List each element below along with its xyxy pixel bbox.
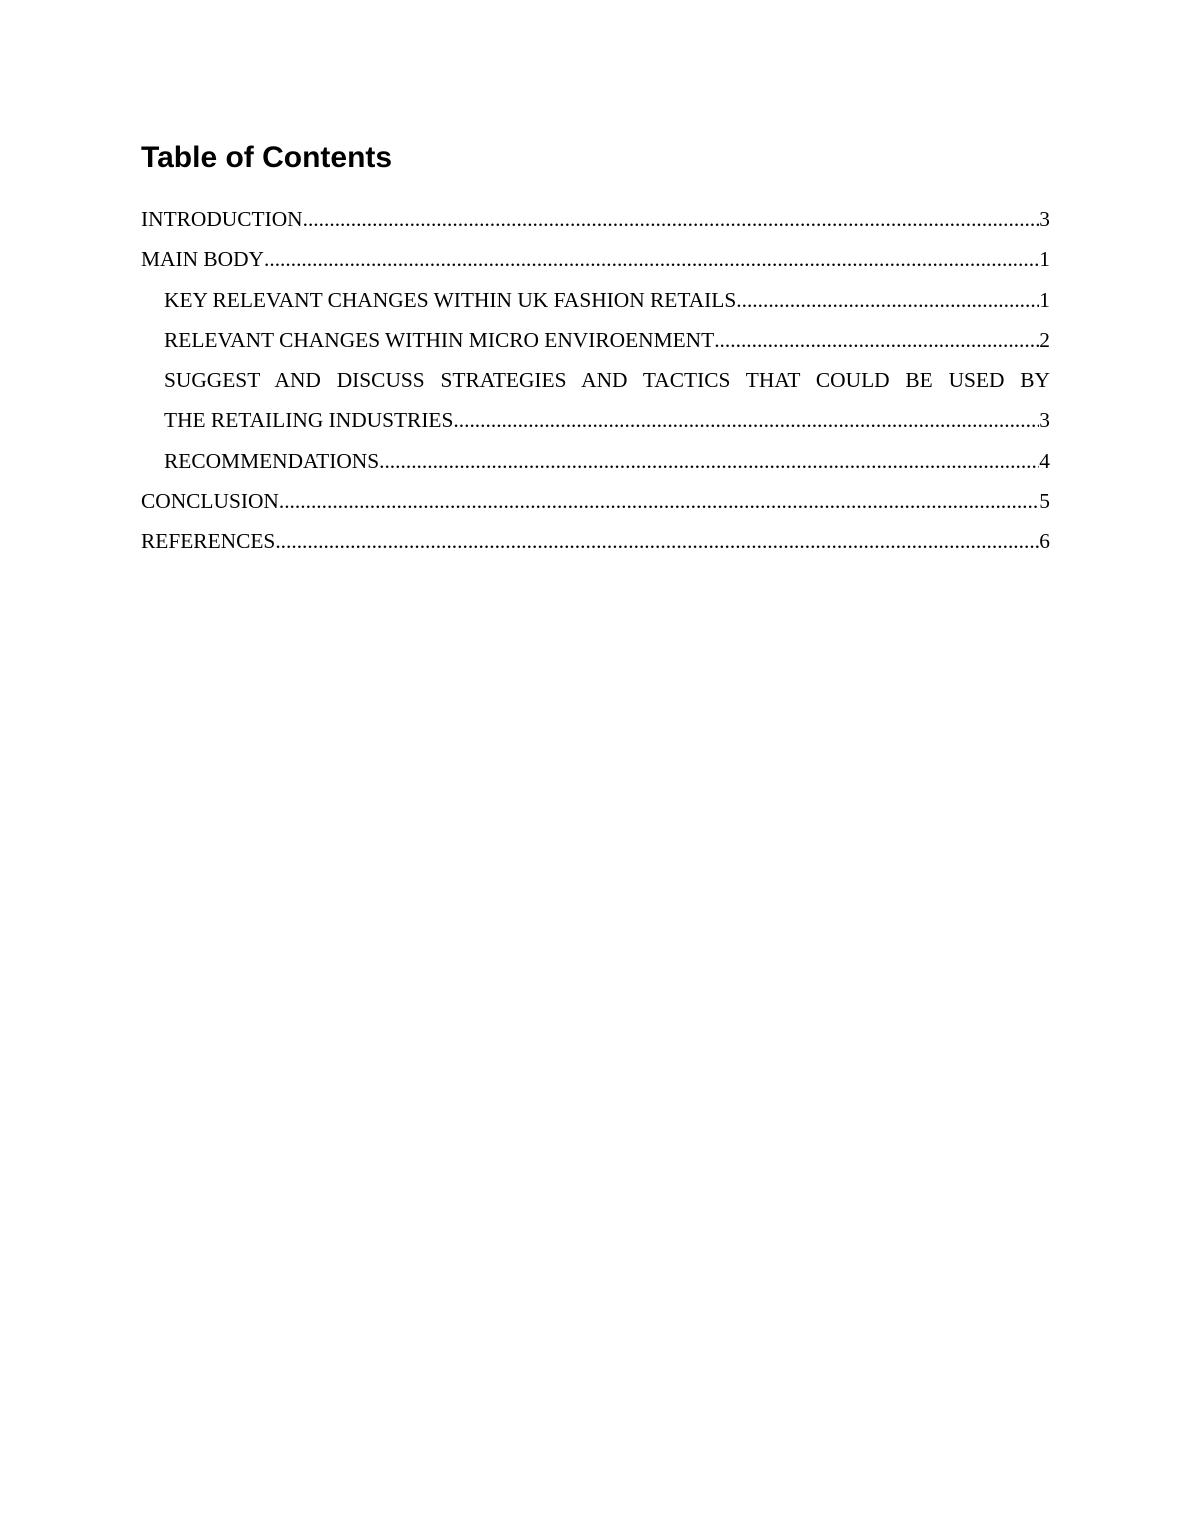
toc-leader-dots bbox=[453, 400, 1039, 440]
toc-leader-dots bbox=[264, 239, 1039, 279]
toc-entry-conclusion[interactable] bbox=[141, 481, 1050, 521]
toc-entry-label: RECOMMENDATIONS bbox=[164, 448, 380, 473]
toc-entry-label: KEY RELEVANT CHANGES WITHIN UK FASHION RETAILS bbox=[164, 287, 737, 312]
toc-entry-references[interactable] bbox=[141, 521, 1050, 561]
toc-entry-introduction[interactable] bbox=[141, 199, 1050, 239]
toc-leader-dots bbox=[303, 199, 1040, 239]
toc-page-number: 3 bbox=[1039, 408, 1050, 433]
toc-entry-label: RELEVANT CHANGES WITHIN MICRO ENVIROENMENT bbox=[164, 327, 715, 352]
toc-entry-key-relevant-changes[interactable] bbox=[141, 280, 1050, 320]
toc-entry-label: SUGGEST AND DISCUSS STRATEGIES AND TACTICS THAT COULD BE USED BY bbox=[164, 368, 1050, 393]
toc-entry-strategies-line-1[interactable] bbox=[141, 360, 1050, 400]
table-of-contents bbox=[141, 199, 1050, 562]
toc-leader-dots bbox=[275, 521, 1039, 561]
toc-entry-label: MAIN BODY bbox=[141, 247, 264, 272]
toc-entry-label: THE RETAILING INDUSTRIES bbox=[164, 408, 454, 433]
toc-entry-strategies-line-2[interactable] bbox=[141, 400, 1050, 440]
toc-entry-label: CONCLUSION bbox=[141, 489, 279, 514]
toc-page-number: 5 bbox=[1039, 489, 1050, 514]
toc-leader-dots bbox=[736, 280, 1039, 320]
toc-entry-main-body[interactable] bbox=[141, 239, 1050, 279]
toc-page-number: 2 bbox=[1039, 327, 1050, 352]
toc-page-number: 3 bbox=[1039, 207, 1050, 231]
toc-page-number: 4 bbox=[1039, 448, 1050, 473]
toc-page-number: 1 bbox=[1039, 287, 1050, 312]
toc-leader-dots bbox=[714, 320, 1039, 360]
toc-leader-dots bbox=[379, 441, 1039, 481]
toc-title: Table of Contents bbox=[141, 141, 393, 174]
toc-entry-micro-environment[interactable] bbox=[141, 320, 1050, 360]
toc-page-number: 6 bbox=[1039, 529, 1050, 554]
toc-entry-recommendations[interactable] bbox=[141, 441, 1050, 481]
toc-leader-dots bbox=[279, 481, 1039, 521]
toc-page-number: 1 bbox=[1039, 247, 1050, 272]
toc-entry-label: REFERENCES bbox=[141, 529, 276, 554]
toc-entry-label: INTRODUCTION bbox=[141, 207, 303, 231]
